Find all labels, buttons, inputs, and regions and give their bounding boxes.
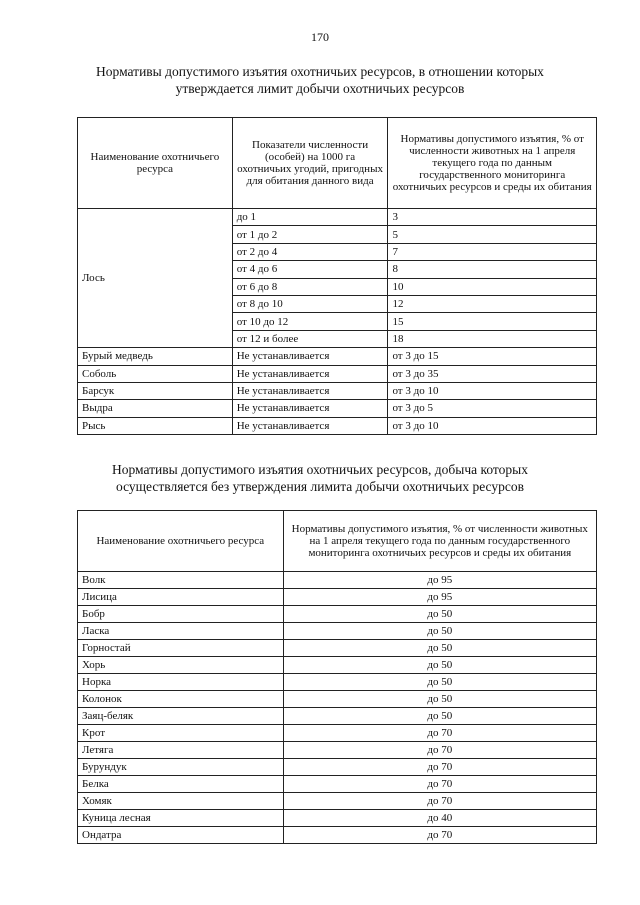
limited-resources-table xyxy=(77,117,597,435)
resource-name-cell: Выдра xyxy=(78,400,233,417)
header-resource-name: Наименование охотничьего ресурса xyxy=(78,511,284,572)
page-number: 170 xyxy=(311,30,329,44)
table1-heading-line2: утверждается лимит добычи охотничьих ресурсов xyxy=(175,81,465,96)
table2-heading-line1: Нормативы допустимого изъятия охотничьих ресурсов, добыча которых xyxy=(112,462,528,477)
norm-cell: до 50 xyxy=(283,674,596,691)
norm-cell: до 70 xyxy=(283,759,596,776)
table-row xyxy=(78,674,597,691)
norm-cell: 8 xyxy=(388,261,597,278)
norm-cell: до 70 xyxy=(283,827,596,844)
norm-cell: от 3 до 10 xyxy=(388,417,597,434)
resource-name-cell: Ласка xyxy=(78,623,284,640)
norm-cell: до 50 xyxy=(283,623,596,640)
table-header-row xyxy=(78,118,597,209)
header-withdrawal-norm: Нормативы допустимого изъятия, % от численности животных на 1 апреля текущего года по данным государственного мониторинга охотничьих ресурсов и среды их обитания xyxy=(283,511,596,572)
resource-name-cell: Рысь xyxy=(78,417,233,434)
table-row xyxy=(78,810,597,827)
resource-name-moose: Лось xyxy=(78,209,233,348)
population-cell: от 12 и более xyxy=(232,330,388,347)
resource-name-cell: Соболь xyxy=(78,365,233,382)
table-row xyxy=(78,725,597,742)
norm-cell: до 50 xyxy=(283,708,596,725)
norm-cell: от 3 до 10 xyxy=(388,382,597,399)
norm-cell: до 70 xyxy=(283,742,596,759)
resource-name-cell: Бурундук xyxy=(78,759,284,776)
population-cell: Не устанавливается xyxy=(232,382,388,399)
table-row xyxy=(78,742,597,759)
norm-cell: от 3 до 35 xyxy=(388,365,597,382)
norm-cell: до 50 xyxy=(283,691,596,708)
header-population-index: Показатели численности (особей) на 1000 га охотничьих угодий, пригодных для обитания данного вида xyxy=(232,118,388,209)
norm-cell: до 70 xyxy=(283,776,596,793)
resource-name-cell: Норка xyxy=(78,674,284,691)
population-cell: от 2 до 4 xyxy=(232,243,388,260)
table-row xyxy=(78,400,597,417)
population-cell: от 4 до 6 xyxy=(232,261,388,278)
table-row xyxy=(78,623,597,640)
table-row xyxy=(78,572,597,589)
norm-cell: до 40 xyxy=(283,810,596,827)
table-row xyxy=(78,209,597,226)
norm-cell: до 95 xyxy=(283,572,596,589)
resource-name-cell: Лисица xyxy=(78,589,284,606)
norm-cell: до 95 xyxy=(283,589,596,606)
population-cell: Не устанавливается xyxy=(232,417,388,434)
resource-name-cell: Барсук xyxy=(78,382,233,399)
table-row xyxy=(78,827,597,844)
header-withdrawal-norm: Нормативы допустимого изъятия, % от численности животных на 1 апреля текущего года по данным государственного мониторинга охотничьих ресурсов и среды их обитания xyxy=(388,118,597,209)
norm-cell: до 70 xyxy=(283,793,596,810)
norm-cell: 15 xyxy=(388,313,597,330)
table-row xyxy=(78,417,597,434)
norm-cell: до 70 xyxy=(283,725,596,742)
norm-cell: 7 xyxy=(388,243,597,260)
population-cell: Не устанавливается xyxy=(232,365,388,382)
norm-cell: от 3 до 5 xyxy=(388,400,597,417)
table-row xyxy=(78,640,597,657)
population-cell: от 10 до 12 xyxy=(232,313,388,330)
table1-heading xyxy=(60,63,580,97)
norm-cell: 12 xyxy=(388,295,597,312)
table2-heading xyxy=(60,461,580,495)
norm-cell: до 50 xyxy=(283,657,596,674)
norm-cell: от 3 до 15 xyxy=(388,348,597,365)
resource-name-cell: Бурый медведь xyxy=(78,348,233,365)
norm-cell: 5 xyxy=(388,226,597,243)
resource-name-cell: Горностай xyxy=(78,640,284,657)
table-row xyxy=(78,382,597,399)
table-row xyxy=(78,606,597,623)
norm-cell: 18 xyxy=(388,330,597,347)
resource-name-cell: Заяц-беляк xyxy=(78,708,284,725)
resource-name-cell: Куница лесная xyxy=(78,810,284,827)
resource-name-cell: Волк xyxy=(78,572,284,589)
norm-cell: 3 xyxy=(388,209,597,226)
table-row xyxy=(78,348,597,365)
population-cell: от 8 до 10 xyxy=(232,295,388,312)
table1-heading-line1: Нормативы допустимого изъятия охотничьих ресурсов, в отношении которых xyxy=(96,64,544,79)
norm-cell: до 50 xyxy=(283,606,596,623)
resource-name-cell: Летяга xyxy=(78,742,284,759)
table-row xyxy=(78,589,597,606)
table-header-row xyxy=(78,511,597,572)
table-row xyxy=(78,365,597,382)
resource-name-cell: Бобр xyxy=(78,606,284,623)
norm-cell: до 50 xyxy=(283,640,596,657)
population-cell: Не устанавливается xyxy=(232,400,388,417)
header-resource-name: Наименование охотничьего ресурса xyxy=(78,118,233,209)
population-cell: Не устанавливается xyxy=(232,348,388,365)
resource-name-cell: Крот xyxy=(78,725,284,742)
table-row xyxy=(78,776,597,793)
resource-name-cell: Хорь xyxy=(78,657,284,674)
resource-name-cell: Ондатра xyxy=(78,827,284,844)
table-row xyxy=(78,657,597,674)
table-row xyxy=(78,759,597,776)
resource-name-cell: Белка xyxy=(78,776,284,793)
table-row xyxy=(78,793,597,810)
population-cell: до 1 xyxy=(232,209,388,226)
table-row xyxy=(78,708,597,725)
table-row xyxy=(78,691,597,708)
population-cell: от 6 до 8 xyxy=(232,278,388,295)
table2-heading-line2: осуществляется без утверждения лимита добычи охотничьих ресурсов xyxy=(116,479,524,494)
population-cell: от 1 до 2 xyxy=(232,226,388,243)
norm-cell: 10 xyxy=(388,278,597,295)
unlimited-resources-table xyxy=(77,510,597,844)
resource-name-cell: Колонок xyxy=(78,691,284,708)
resource-name-cell: Хомяк xyxy=(78,793,284,810)
